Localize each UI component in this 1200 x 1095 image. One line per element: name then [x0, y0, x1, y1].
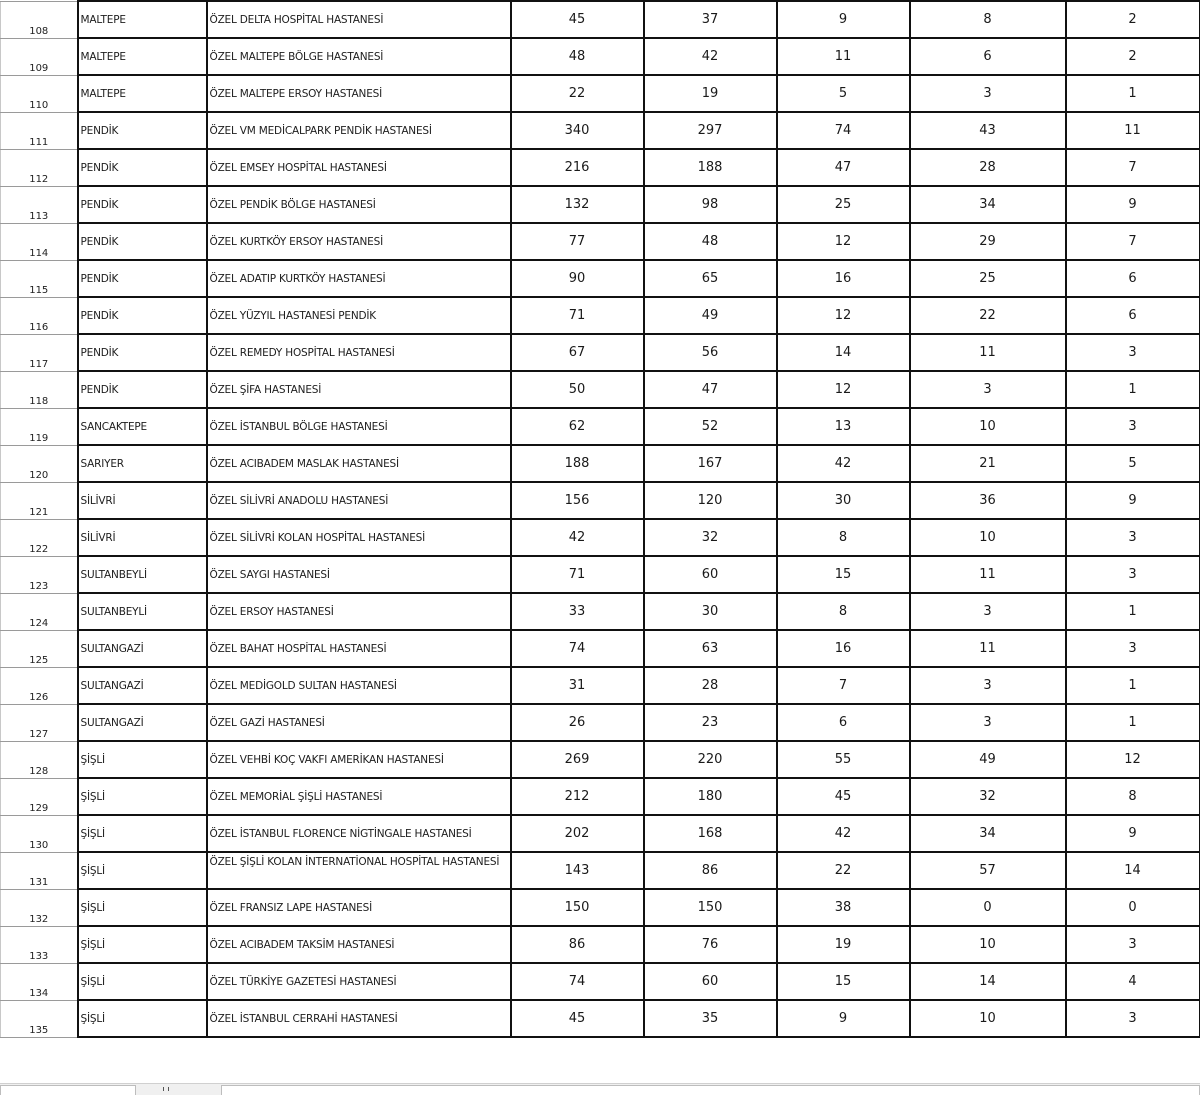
value-cell-2[interactable]: 63 — [644, 630, 777, 667]
row-number-cell[interactable]: 133 — [1, 926, 78, 963]
value-cell-1[interactable]: 45 — [511, 1, 644, 38]
hospital-name-cell[interactable]: ÖZEL ŞİFA HASTANESİ — [207, 371, 511, 408]
table-row — [1, 223, 1200, 260]
value-cell-5[interactable]: 14 — [1066, 852, 1200, 889]
value-cell-1[interactable]: 26 — [511, 704, 644, 741]
row-number-cell[interactable]: 123 — [1, 556, 78, 593]
value-cell-4[interactable]: 11 — [910, 556, 1066, 593]
row-number-cell[interactable]: 110 — [1, 75, 78, 112]
row-number-cell[interactable]: 132 — [1, 889, 78, 926]
value-cell-4[interactable]: 25 — [910, 260, 1066, 297]
value-cell-3[interactable]: 9 — [777, 1000, 910, 1037]
district-cell[interactable]: MALTEPE — [78, 38, 207, 75]
value-cell-4[interactable]: 10 — [910, 408, 1066, 445]
value-cell-5[interactable]: 7 — [1066, 223, 1200, 260]
value-cell-4[interactable]: 8 — [910, 1, 1066, 38]
value-cell-5[interactable]: 4 — [1066, 963, 1200, 1000]
value-cell-5[interactable]: 3 — [1066, 334, 1200, 371]
table-row — [1, 519, 1200, 556]
table-row — [1, 445, 1200, 482]
hospital-name-cell[interactable]: ÖZEL PENDİK BÖLGE HASTANESİ — [207, 186, 511, 223]
row-number-cell[interactable]: 131 — [1, 852, 78, 889]
row-number-cell[interactable]: 113 — [1, 186, 78, 223]
value-cell-5[interactable]: 1 — [1066, 704, 1200, 741]
value-cell-4[interactable]: 22 — [910, 297, 1066, 334]
value-cell-2[interactable]: 32 — [644, 519, 777, 556]
value-cell-4[interactable]: 32 — [910, 778, 1066, 815]
district-cell[interactable]: SULTANGAZİ — [78, 704, 207, 741]
hospital-name-cell[interactable]: ÖZEL ACIBADEM MASLAK HASTANESİ — [207, 445, 511, 482]
row-number-cell[interactable]: 125 — [1, 630, 78, 667]
value-cell-1[interactable]: 90 — [511, 260, 644, 297]
table-row — [1, 556, 1200, 593]
row-number-cell[interactable]: 112 — [1, 149, 78, 186]
value-cell-2[interactable]: 19 — [644, 75, 777, 112]
row-number-cell[interactable]: 135 — [1, 1000, 78, 1037]
value-cell-3[interactable]: 15 — [777, 556, 910, 593]
value-cell-5[interactable]: 3 — [1066, 1000, 1200, 1037]
hospital-name-cell[interactable]: ÖZEL MEDİGOLD SULTAN HASTANESİ — [207, 667, 511, 704]
value-cell-2[interactable]: 30 — [644, 593, 777, 630]
table-row — [1, 704, 1200, 741]
table-row — [1, 852, 1200, 889]
district-cell[interactable]: SİLİVRİ — [78, 519, 207, 556]
value-cell-2[interactable]: 188 — [644, 149, 777, 186]
row-number-cell[interactable]: 111 — [1, 112, 78, 149]
value-cell-1[interactable]: 67 — [511, 334, 644, 371]
hospital-name-cell[interactable]: ÖZEL ŞİŞLİ KOLAN İNTERNATİONAL HOSPİTAL HASTANESİ — [207, 852, 511, 889]
hospital-name-cell[interactable]: ÖZEL VM MEDİCALPARK PENDİK HASTANESİ — [207, 112, 511, 149]
value-cell-3[interactable]: 30 — [777, 482, 910, 519]
hospital-name-cell[interactable]: ÖZEL VEHBİ KOÇ VAKFI AMERİKAN HASTANESİ — [207, 741, 511, 778]
value-cell-1[interactable]: 50 — [511, 371, 644, 408]
value-cell-3[interactable]: 15 — [777, 963, 910, 1000]
value-cell-1[interactable]: 33 — [511, 593, 644, 630]
table-row — [1, 593, 1200, 630]
value-cell-4[interactable]: 34 — [910, 186, 1066, 223]
value-cell-3[interactable]: 12 — [777, 223, 910, 260]
value-cell-3[interactable]: 25 — [777, 186, 910, 223]
value-cell-5[interactable]: 11 — [1066, 112, 1200, 149]
table-row — [1, 778, 1200, 815]
value-cell-5[interactable]: 5 — [1066, 445, 1200, 482]
table-row — [1, 630, 1200, 667]
value-cell-3[interactable]: 22 — [777, 852, 910, 889]
district-cell[interactable]: SULTANGAZİ — [78, 667, 207, 704]
district-cell[interactable]: PENDİK — [78, 260, 207, 297]
value-cell-4[interactable]: 3 — [910, 75, 1066, 112]
row-number-cell[interactable]: 124 — [1, 593, 78, 630]
value-cell-1[interactable]: 132 — [511, 186, 644, 223]
row-number-cell[interactable]: 122 — [1, 519, 78, 556]
value-cell-2[interactable]: 42 — [644, 38, 777, 75]
district-cell[interactable]: SİLİVRİ — [78, 482, 207, 519]
hospital-name-cell[interactable]: ÖZEL MEMORİAL ŞİŞLİ HASTANESİ — [207, 778, 511, 815]
hospital-name-cell[interactable]: ÖZEL FRANSIZ LAPE HASTANESİ — [207, 889, 511, 926]
district-cell[interactable]: MALTEPE — [78, 1, 207, 38]
table-body — [1, 1, 1200, 1037]
value-cell-1[interactable]: 48 — [511, 38, 644, 75]
value-cell-4[interactable]: 49 — [910, 741, 1066, 778]
value-cell-3[interactable]: 7 — [777, 667, 910, 704]
value-cell-5[interactable]: 7 — [1066, 149, 1200, 186]
hospital-name-cell[interactable]: ÖZEL SAYGI HASTANESİ — [207, 556, 511, 593]
value-cell-2[interactable]: 98 — [644, 186, 777, 223]
value-cell-5[interactable]: 12 — [1066, 741, 1200, 778]
value-cell-1[interactable]: 143 — [511, 852, 644, 889]
value-cell-3[interactable]: 12 — [777, 371, 910, 408]
value-cell-5[interactable]: 1 — [1066, 593, 1200, 630]
district-cell[interactable]: MALTEPE — [78, 75, 207, 112]
row-number-cell[interactable]: 128 — [1, 741, 78, 778]
value-cell-1[interactable]: 22 — [511, 75, 644, 112]
value-cell-1[interactable]: 212 — [511, 778, 644, 815]
hospital-name-cell[interactable]: ÖZEL İSTANBUL FLORENCE NİGTİNGALE HASTANESİ — [207, 815, 511, 852]
district-cell[interactable]: PENDİK — [78, 371, 207, 408]
district-cell[interactable]: ŞİŞLİ — [78, 889, 207, 926]
table-row — [1, 815, 1200, 852]
table-row — [1, 1, 1200, 38]
value-cell-2[interactable]: 37 — [644, 1, 777, 38]
value-cell-4[interactable]: 10 — [910, 1000, 1066, 1037]
value-cell-3[interactable]: 8 — [777, 593, 910, 630]
value-cell-3[interactable]: 45 — [777, 778, 910, 815]
value-cell-3[interactable]: 38 — [777, 889, 910, 926]
hospital-name-cell[interactable]: ÖZEL KURTKÖY ERSOY HASTANESİ — [207, 223, 511, 260]
value-cell-5[interactable]: 1 — [1066, 75, 1200, 112]
value-cell-2[interactable]: 47 — [644, 371, 777, 408]
value-cell-4[interactable]: 11 — [910, 334, 1066, 371]
row-number-cell[interactable]: 117 — [1, 334, 78, 371]
row-number-cell[interactable]: 129 — [1, 778, 78, 815]
value-cell-5[interactable]: 9 — [1066, 482, 1200, 519]
value-cell-3[interactable]: 42 — [777, 815, 910, 852]
hospital-name-cell[interactable]: ÖZEL MALTEPE BÖLGE HASTANESİ — [207, 38, 511, 75]
table-row — [1, 1000, 1200, 1037]
district-cell[interactable]: PENDİK — [78, 223, 207, 260]
table-row — [1, 260, 1200, 297]
row-number-cell[interactable]: 108 — [1, 1, 78, 38]
table-row — [1, 889, 1200, 926]
value-cell-5[interactable]: 1 — [1066, 371, 1200, 408]
value-cell-2[interactable]: 167 — [644, 445, 777, 482]
district-cell[interactable]: SULTANBEYLİ — [78, 556, 207, 593]
value-cell-1[interactable]: 340 — [511, 112, 644, 149]
value-cell-5[interactable]: 1 — [1066, 667, 1200, 704]
value-cell-1[interactable]: 77 — [511, 223, 644, 260]
row-number-cell[interactable]: 118 — [1, 371, 78, 408]
value-cell-1[interactable]: 62 — [511, 408, 644, 445]
value-cell-2[interactable]: 220 — [644, 741, 777, 778]
value-cell-2[interactable]: 120 — [644, 482, 777, 519]
district-cell[interactable]: ŞİŞLİ — [78, 1000, 207, 1037]
value-cell-3[interactable]: 13 — [777, 408, 910, 445]
value-cell-2[interactable]: 60 — [644, 556, 777, 593]
value-cell-5[interactable]: 0 — [1066, 889, 1200, 926]
value-cell-5[interactable]: 6 — [1066, 260, 1200, 297]
district-cell[interactable]: PENDİK — [78, 149, 207, 186]
row-number-cell[interactable]: 115 — [1, 260, 78, 297]
hospital-name-cell[interactable]: ÖZEL DELTA HOSPİTAL HASTANESİ — [207, 1, 511, 38]
table-row — [1, 297, 1200, 334]
value-cell-3[interactable]: 14 — [777, 334, 910, 371]
table-row — [1, 408, 1200, 445]
value-cell-1[interactable]: 150 — [511, 889, 644, 926]
hospital-name-cell[interactable]: ÖZEL ACIBADEM TAKSİM HASTANESİ — [207, 926, 511, 963]
district-cell[interactable]: ŞİŞLİ — [78, 741, 207, 778]
value-cell-4[interactable]: 28 — [910, 149, 1066, 186]
value-cell-2[interactable]: 49 — [644, 297, 777, 334]
value-cell-1[interactable]: 71 — [511, 556, 644, 593]
value-cell-2[interactable]: 23 — [644, 704, 777, 741]
table-row — [1, 741, 1200, 778]
hospital-name-cell[interactable]: ÖZEL EMSEY HOSPİTAL HASTANESİ — [207, 149, 511, 186]
value-cell-2[interactable]: 297 — [644, 112, 777, 149]
district-cell[interactable]: PENDİK — [78, 186, 207, 223]
value-cell-4[interactable]: 11 — [910, 630, 1066, 667]
row-number-cell[interactable]: 121 — [1, 482, 78, 519]
row-number-cell[interactable]: 109 — [1, 38, 78, 75]
hospital-name-cell[interactable]: ÖZEL REMEDY HOSPİTAL HASTANESİ — [207, 334, 511, 371]
value-cell-3[interactable]: 12 — [777, 297, 910, 334]
value-cell-5[interactable]: 8 — [1066, 778, 1200, 815]
hospital-name-cell[interactable]: ÖZEL SİLİVRİ KOLAN HOSPİTAL HASTANESİ — [207, 519, 511, 556]
hospital-name-cell[interactable]: ÖZEL İSTANBUL CERRAHİ HASTANESİ — [207, 1000, 511, 1037]
hospital-name-cell[interactable]: ÖZEL SİLİVRİ ANADOLU HASTANESİ — [207, 482, 511, 519]
value-cell-2[interactable]: 65 — [644, 260, 777, 297]
district-cell[interactable]: SULTANGAZİ — [78, 630, 207, 667]
value-cell-4[interactable]: 0 — [910, 889, 1066, 926]
value-cell-4[interactable]: 43 — [910, 112, 1066, 149]
value-cell-1[interactable]: 269 — [511, 741, 644, 778]
row-number-cell[interactable]: 130 — [1, 815, 78, 852]
value-cell-5[interactable]: 3 — [1066, 630, 1200, 667]
value-cell-4[interactable]: 29 — [910, 223, 1066, 260]
value-cell-2[interactable]: 86 — [644, 852, 777, 889]
value-cell-3[interactable]: 55 — [777, 741, 910, 778]
row-number-cell[interactable]: 120 — [1, 445, 78, 482]
row-number-cell[interactable]: 114 — [1, 223, 78, 260]
value-cell-1[interactable]: 188 — [511, 445, 644, 482]
value-cell-2[interactable]: 180 — [644, 778, 777, 815]
value-cell-3[interactable]: 5 — [777, 75, 910, 112]
value-cell-5[interactable]: 6 — [1066, 297, 1200, 334]
value-cell-5[interactable]: 3 — [1066, 408, 1200, 445]
value-cell-4[interactable]: 6 — [910, 38, 1066, 75]
value-cell-2[interactable]: 76 — [644, 926, 777, 963]
value-cell-1[interactable]: 71 — [511, 297, 644, 334]
value-cell-5[interactable]: 3 — [1066, 556, 1200, 593]
district-cell[interactable]: ŞİŞLİ — [78, 926, 207, 963]
value-cell-2[interactable]: 52 — [644, 408, 777, 445]
value-cell-2[interactable]: 60 — [644, 963, 777, 1000]
value-cell-4[interactable]: 3 — [910, 667, 1066, 704]
value-cell-3[interactable]: 11 — [777, 38, 910, 75]
value-cell-1[interactable]: 216 — [511, 149, 644, 186]
value-cell-4[interactable]: 3 — [910, 593, 1066, 630]
district-cell[interactable]: SARIYER — [78, 445, 207, 482]
bottom-toolbar — [0, 1083, 1200, 1095]
row-number-cell[interactable]: 116 — [1, 297, 78, 334]
value-cell-3[interactable]: 16 — [777, 260, 910, 297]
hospital-name-cell[interactable]: ÖZEL ADATIP KURTKÖY HASTANESİ — [207, 260, 511, 297]
value-cell-3[interactable]: 74 — [777, 112, 910, 149]
hospital-name-cell[interactable]: ÖZEL İSTANBUL BÖLGE HASTANESİ — [207, 408, 511, 445]
value-cell-5[interactable]: 9 — [1066, 815, 1200, 852]
table-row — [1, 38, 1200, 75]
value-cell-1[interactable]: 45 — [511, 1000, 644, 1037]
table-row — [1, 149, 1200, 186]
value-cell-2[interactable]: 48 — [644, 223, 777, 260]
table-row — [1, 75, 1200, 112]
value-cell-4[interactable]: 10 — [910, 519, 1066, 556]
row-number-cell[interactable]: 126 — [1, 667, 78, 704]
table-row — [1, 334, 1200, 371]
hospital-name-cell[interactable]: ÖZEL YÜZYIL HASTANESİ PENDİK — [207, 297, 511, 334]
value-cell-2[interactable]: 150 — [644, 889, 777, 926]
table-row — [1, 371, 1200, 408]
value-cell-3[interactable]: 42 — [777, 445, 910, 482]
value-cell-2[interactable]: 28 — [644, 667, 777, 704]
row-number-cell[interactable]: 119 — [1, 408, 78, 445]
district-cell[interactable]: PENDİK — [78, 112, 207, 149]
hospital-name-cell[interactable]: ÖZEL BAHAT HOSPİTAL HASTANESİ — [207, 630, 511, 667]
row-number-cell[interactable]: 127 — [1, 704, 78, 741]
value-cell-1[interactable]: 31 — [511, 667, 644, 704]
table-row — [1, 926, 1200, 963]
value-cell-5[interactable]: 9 — [1066, 186, 1200, 223]
table-row — [1, 667, 1200, 704]
value-cell-2[interactable]: 35 — [644, 1000, 777, 1037]
value-cell-1[interactable]: 42 — [511, 519, 644, 556]
district-cell[interactable]: ŞİŞLİ — [78, 778, 207, 815]
value-cell-4[interactable]: 10 — [910, 926, 1066, 963]
table-row — [1, 482, 1200, 519]
district-cell[interactable]: SANCAKTEPE — [78, 408, 207, 445]
value-cell-1[interactable]: 86 — [511, 926, 644, 963]
value-cell-4[interactable]: 34 — [910, 815, 1066, 852]
value-cell-3[interactable]: 47 — [777, 149, 910, 186]
row-number-cell[interactable]: 134 — [1, 963, 78, 1000]
value-cell-4[interactable]: 57 — [910, 852, 1066, 889]
district-cell[interactable]: SULTANBEYLİ — [78, 593, 207, 630]
table-row — [1, 112, 1200, 149]
value-cell-1[interactable]: 156 — [511, 482, 644, 519]
value-cell-3[interactable]: 19 — [777, 926, 910, 963]
value-cell-4[interactable]: 3 — [910, 704, 1066, 741]
value-cell-1[interactable]: 74 — [511, 630, 644, 667]
value-cell-4[interactable]: 21 — [910, 445, 1066, 482]
value-cell-1[interactable]: 74 — [511, 963, 644, 1000]
separator-icon — [163, 1087, 169, 1091]
value-cell-3[interactable]: 8 — [777, 519, 910, 556]
value-cell-2[interactable]: 168 — [644, 815, 777, 852]
table-row — [1, 186, 1200, 223]
value-cell-3[interactable]: 9 — [777, 1, 910, 38]
district-cell[interactable]: ŞİŞLİ — [78, 963, 207, 1000]
value-cell-5[interactable]: 2 — [1066, 1, 1200, 38]
district-cell[interactable]: PENDİK — [78, 297, 207, 334]
value-cell-3[interactable]: 16 — [777, 630, 910, 667]
value-cell-5[interactable]: 3 — [1066, 926, 1200, 963]
value-cell-5[interactable]: 3 — [1066, 519, 1200, 556]
table-row — [1, 963, 1200, 1000]
value-cell-4[interactable]: 3 — [910, 371, 1066, 408]
district-cell[interactable]: PENDİK — [78, 334, 207, 371]
value-cell-3[interactable]: 6 — [777, 704, 910, 741]
value-cell-4[interactable]: 36 — [910, 482, 1066, 519]
value-cell-2[interactable]: 56 — [644, 334, 777, 371]
district-cell[interactable]: ŞİŞLİ — [78, 815, 207, 852]
hospital-name-cell[interactable]: ÖZEL TÜRKİYE GAZETESİ HASTANESİ — [207, 963, 511, 1000]
hospital-name-cell[interactable]: ÖZEL MALTEPE ERSOY HASTANESİ — [207, 75, 511, 112]
district-cell[interactable]: ŞİŞLİ — [78, 852, 207, 889]
value-cell-5[interactable]: 2 — [1066, 38, 1200, 75]
hospital-name-cell[interactable]: ÖZEL ERSOY HASTANESİ — [207, 593, 511, 630]
value-cell-4[interactable]: 14 — [910, 963, 1066, 1000]
value-cell-1[interactable]: 202 — [511, 815, 644, 852]
hospital-name-cell[interactable]: ÖZEL GAZİ HASTANESİ — [207, 704, 511, 741]
